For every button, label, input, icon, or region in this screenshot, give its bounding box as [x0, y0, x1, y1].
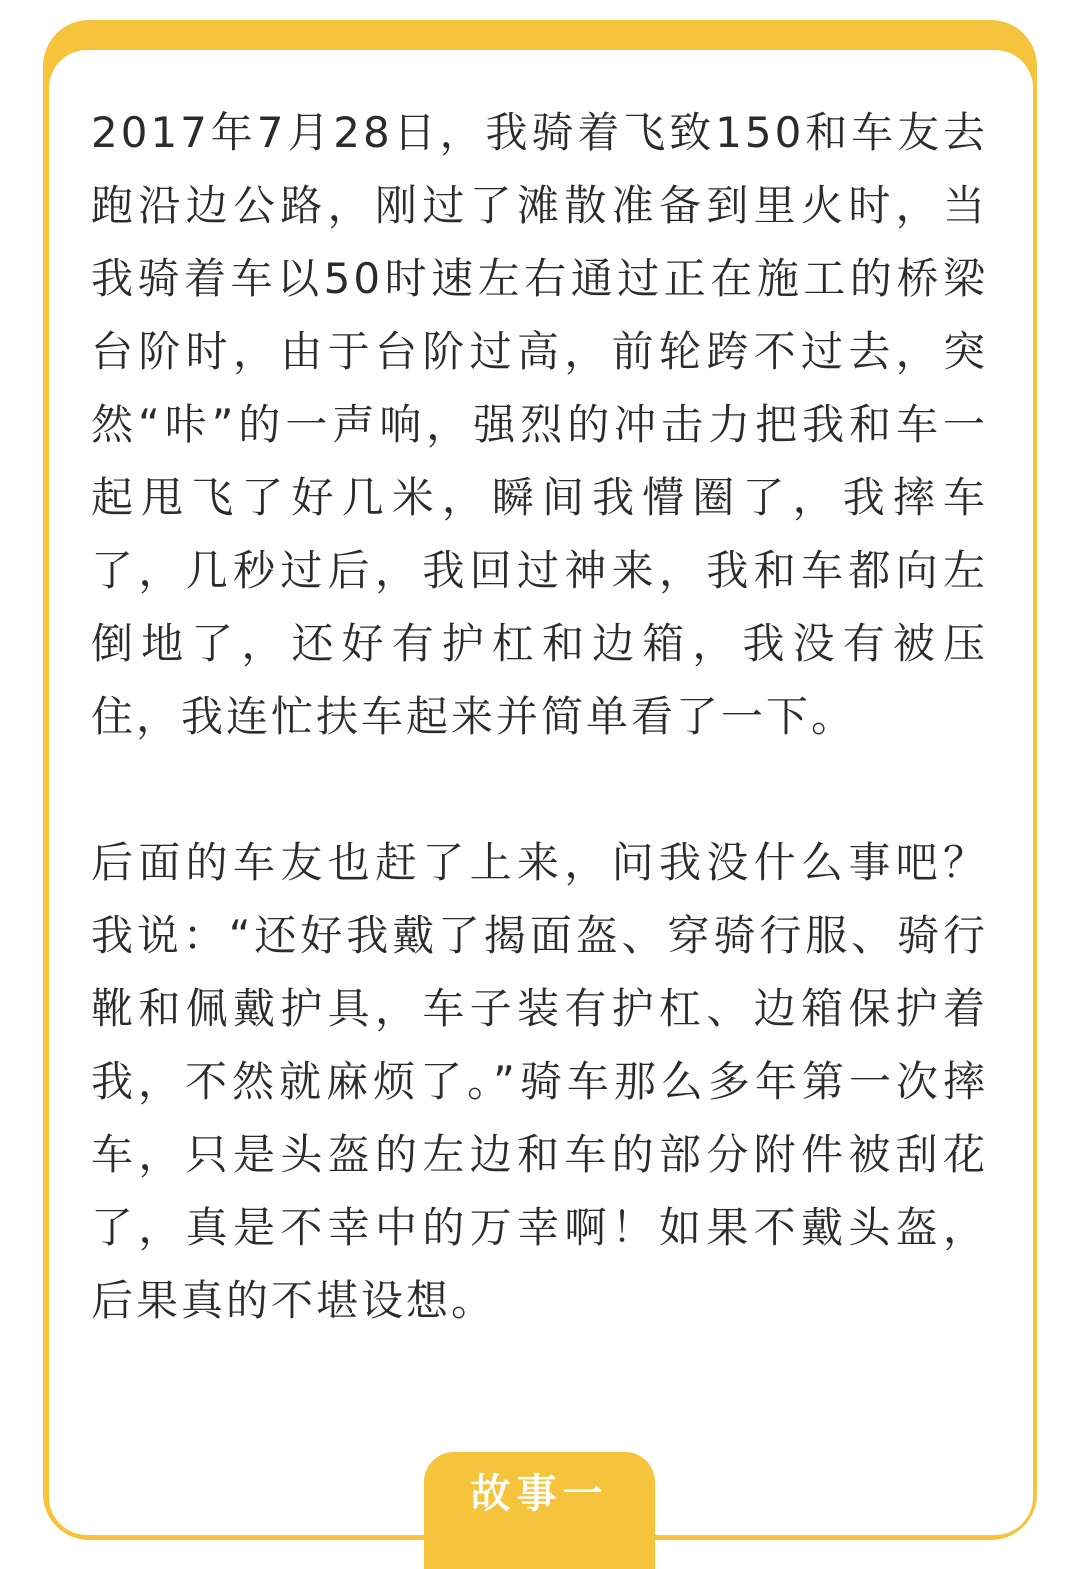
story-tab-label: 故事一 — [470, 1471, 609, 1517]
story-paragraph-2: 后面的车友也赶了上来，问我没什么事吧？我说：“还好我戴了揭面盔、穿骑行服、骑行靴和佩戴护具，车子装有护杠、边箱保护着我，不然就麻烦了。”骑车那么多年第一次摔车，只是头盔的左边和车的部分附件被刮花了，真是不幸中的万幸啊！如果不戴头盔，后果真的不堪设想。 — [91, 838, 988, 1325]
story-paragraph-1: 2017年7月28日，我骑着飞致150和车友去跑沿边公路，刚过了滩散准备到里火时，当我骑着车以50时速左右通过正在施工的桥梁台阶时，由于台阶过高，前轮跨不过去，突然“咔”的一声响，强烈的冲击力把我和车一起甩飞了好几米，瞬间我懵圈了，我摔车了，几秒过后，我回过神来，我和车都向左倒地了，还好有护杠和边箱，我没有被压住，我连忙扶车起来并简单看了一下。 — [91, 108, 988, 741]
story-text — [91, 96, 988, 1337]
story-tab — [424, 1452, 655, 1569]
